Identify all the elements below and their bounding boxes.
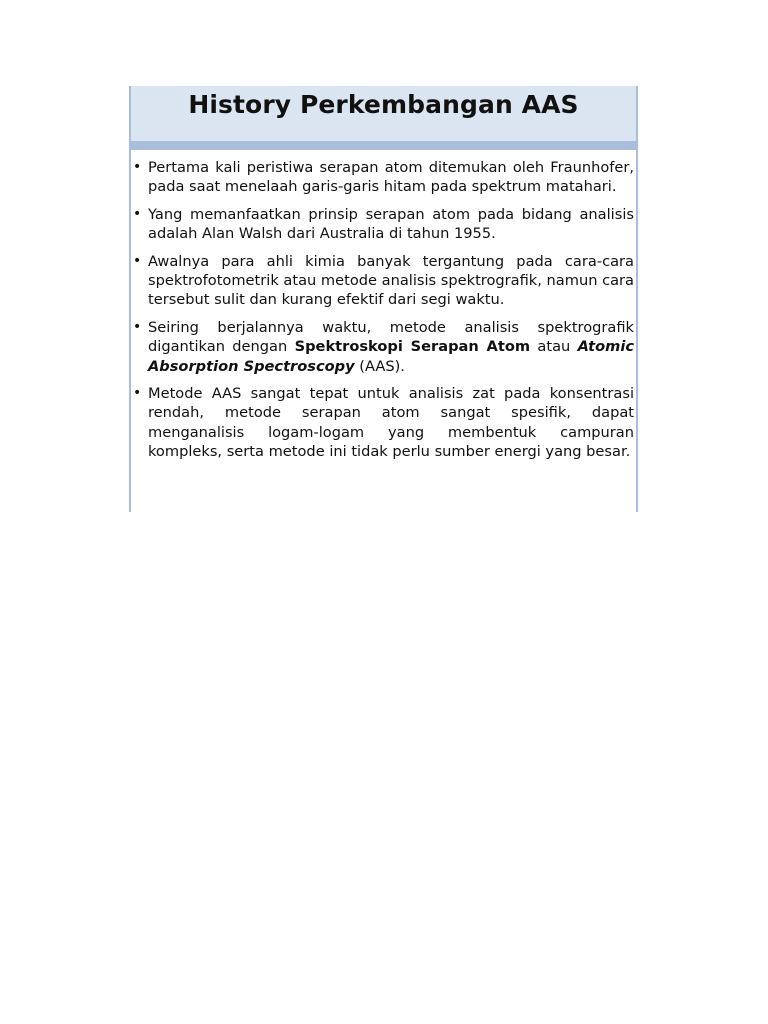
bullet-item (131, 318, 636, 376)
bullet-text-before: Seiring berjalannya waktu, metode analisis spektrografik digantikan dengan (148, 318, 634, 356)
slide (129, 86, 638, 512)
bold-italic-term: Atomic Absorption Spectroscopy (148, 338, 634, 375)
bullet-item (131, 158, 636, 197)
bullet-text: Awalnya para ahli kimia banyak tergantung pada cara-cara spektrofotometrik atau metode analisis spektrografik, namun cara tersebut sulit dan kurang efektif dari segi waktu. (148, 252, 634, 309)
bullet-item (131, 252, 636, 310)
bullet-icon: • (133, 318, 142, 335)
bullet-icon: • (133, 252, 142, 269)
bold-term: Spektroskopi Serapan Atom (294, 338, 531, 356)
bullet-list (131, 158, 636, 470)
title-divider (131, 141, 636, 150)
title-band (131, 86, 636, 141)
bullet-text-middle: atau (530, 338, 578, 356)
bullet-text: Metode AAS sangat tepat untuk analisis zat pada konsentrasi rendah, metode serapan atom sangat spesifik, dapat menganalisis logam-logam yang membentuk campuran kompleks, serta metode ini tidak perlu sumber energi yang besar. (148, 385, 634, 461)
bullet-icon: • (133, 159, 142, 175)
slide-title: History Perkembangan AAS (188, 90, 579, 119)
bullet-text-after: (AAS). (354, 357, 405, 375)
bullet-text: Pertama kali peristiwa serapan atom ditemukan oleh Fraunhofer, pada saat menelaah garis-garis hitam pada spektrum matahari. (148, 159, 634, 196)
bullet-item (131, 384, 636, 462)
bullet-item (131, 205, 636, 244)
bullet-icon: • (133, 385, 142, 402)
bullet-icon: • (133, 205, 142, 222)
bullet-text: Yang memanfaatkan prinsip serapan atom pada bidang analisis adalah Alan Walsh dari Australia di tahun 1955. (148, 205, 634, 243)
